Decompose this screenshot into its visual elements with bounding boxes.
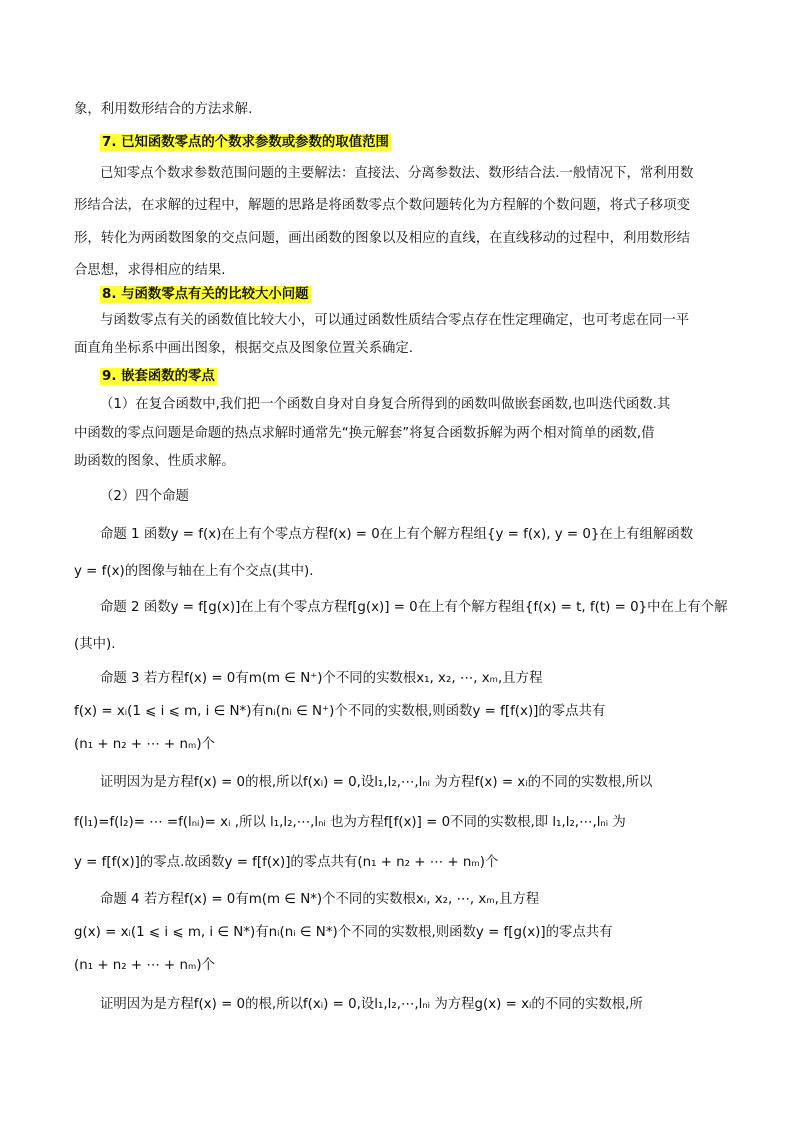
text-line: 合思想，求得相应的结果.: [74, 263, 226, 278]
text-line: 中函数的零点问题是命题的热点求解时通常先“换元解套”将复合函数拆解为两个相对简单的函数,借: [74, 426, 655, 441]
text-line: 已知零点个数求参数范围问题的主要解法：直接法、分离参数法、数形结合法.一般情况下，常利用数: [100, 166, 694, 181]
text-line: 形，转化为两函数图象的交点问题，画出函数的图象以及相应的直线，在直线移动的过程中，利用数形结: [74, 231, 690, 246]
proposition-2: 命题 2 函数y = f[g(x)]在上有个零点方程f[g(x)] = 0在上有个解方程组{f(x) = t, f(t) = 0}中在上有个解: [100, 600, 728, 615]
text-line: （1）在复合函数中,我们把一个函数自身对自身复合所得到的函数叫做嵌套函数,也叫迭代函数.其: [100, 397, 671, 412]
text-line: (n₁ + n₂ + ⋯ + nₘ)个: [74, 958, 215, 973]
text-line: 与函数零点有关的函数值比较大小，可以通过函数性质结合零点存在性定理确定，也可考虑在同一平: [100, 313, 690, 328]
text-line: 象，利用数形结合的方法求解.: [74, 102, 253, 117]
text-line: f(l₁)=f(l₂)= ⋯ =f(lₙᵢ)= xᵢ ,所以 l₁,l₂,⋯,lₙᵢ 也为方程f[f(x)] = 0不同的实数根,即 l₁,l₂,⋯,lₙᵢ 为: [74, 815, 626, 830]
section-heading-9: 9. 嵌套函数的零点: [102, 369, 215, 384]
text-line: 助函数的图象、性质求解。: [74, 454, 235, 469]
text-line: 形结合法，在求解的过程中，解题的思路是将函数零点个数问题转化为方程解的个数问题，将式子移项变: [74, 198, 690, 213]
text-line: 面直角坐标系中画出图象，根据交点及图象位置关系确定.: [74, 341, 414, 356]
text-line: (n₁ + n₂ + ⋯ + nₘ)个: [74, 737, 215, 752]
proposition-4: 命题 4 若方程f(x) = 0有m(m ∈ N*)个不同的实数根xᵢ, x₂, ⋯, xₘ,且方程: [100, 892, 540, 907]
proof-3: 证明因为是方程f(x) = 0的根,所以f(xᵢ) = 0,设l₁,l₂,⋯,lₙᵢ 为方程f(x) = xᵢ的不同的实数根,所以: [100, 775, 653, 790]
proposition-1: 命题 1 函数y = f(x)在上有个零点方程f(x) = 0在上有个解方程组{y = f(x), y = 0}在上有组解函数: [100, 527, 694, 542]
proof-4: 证明因为是方程f(x) = 0的根,所以f(xᵢ) = 0,设l₁,l₂,⋯,lₙᵢ 为方程g(x) = xᵢ的不同的实数根,所: [100, 997, 643, 1012]
section-heading-8: 8. 与函数零点有关的比较大小问题: [102, 287, 309, 302]
text-line: y = f(x)的图像与轴在上有个交点(其中).: [74, 564, 314, 579]
text-line: (其中).: [74, 637, 116, 652]
section-heading-7: 7. 已知函数零点的个数求参数或参数的取值范围: [102, 135, 389, 150]
text-line: （2）四个命题: [100, 489, 189, 504]
text-line: y = f[f(x)]的零点.故函数y = f[f(x)]的零点共有(n₁ + n₂ + ⋯ + nₘ)个: [74, 855, 499, 870]
text-line: f(x) = xᵢ(1 ⩽ i ⩽ m, i ∈ N*)有nᵢ(nᵢ ∈ N⁺)个不同的实数根,则函数y = f[f(x)]的零点共有: [74, 704, 606, 719]
proposition-3: 命题 3 若方程f(x) = 0有m(m ∈ N⁺)个不同的实数根x₁, x₂, ⋯, xₘ,且方程: [100, 671, 543, 686]
text-line: g(x) = xᵢ(1 ⩽ i ⩽ m, i ∈ N*)有nᵢ(nᵢ ∈ N*)个不同的实数根,则函数y = f[g(x)]的零点共有: [74, 925, 613, 940]
